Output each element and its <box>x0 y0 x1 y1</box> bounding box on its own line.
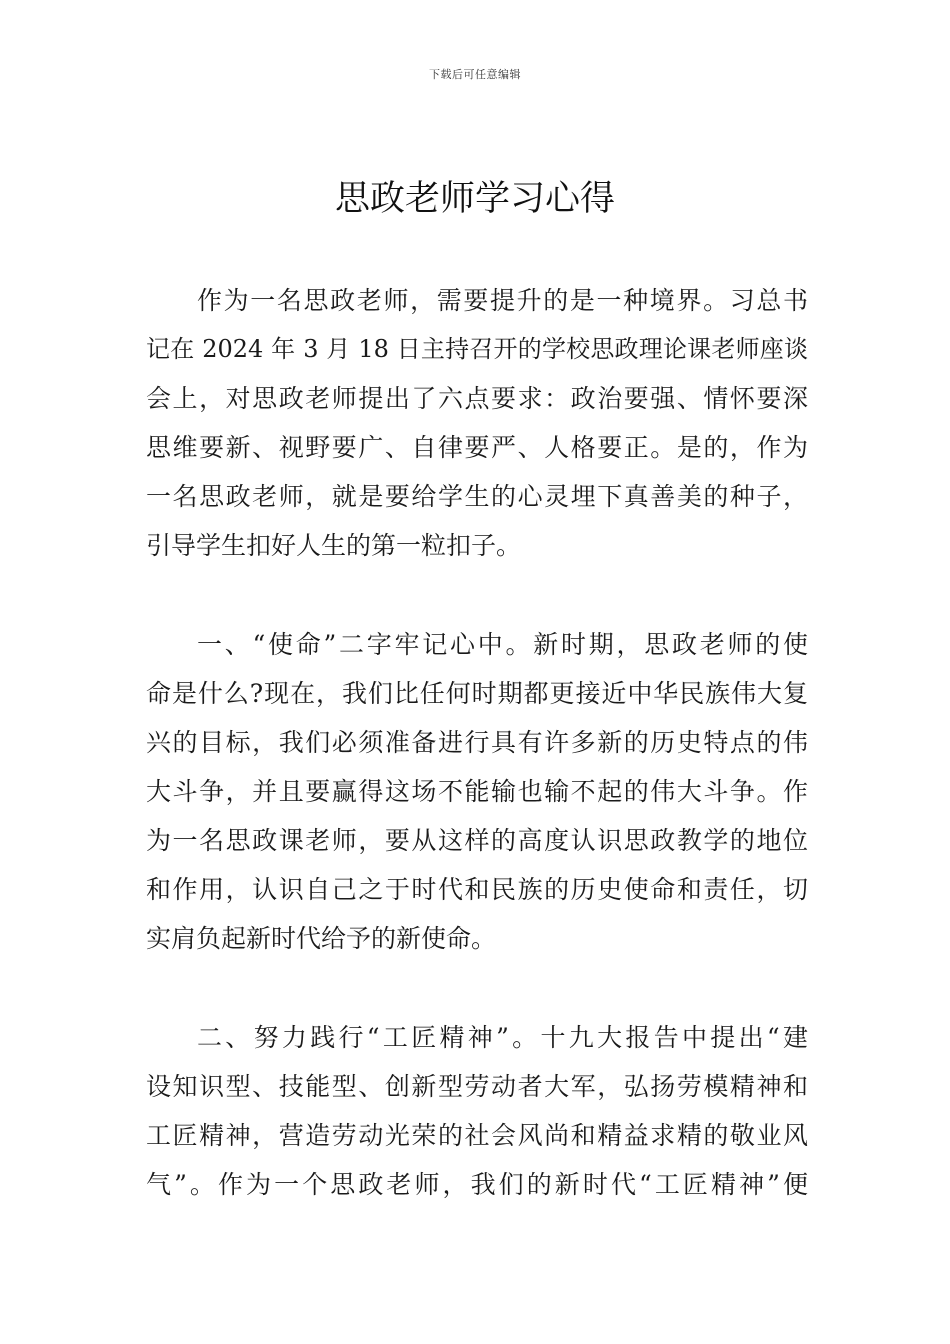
paragraph-line: 兴的目标，我们必须准备进行具有许多新的历史特点的伟 <box>146 728 808 757</box>
paragraph-line: 记在 2024 年 3 月 18 日主持召开的学校思政理论课老师座谈 <box>146 335 808 363</box>
paragraph-line: 引导学生扣好人生的第一粒扣子。 <box>146 531 522 560</box>
paragraph-mission <box>146 620 808 963</box>
paragraph-line: 一名思政老师，就是要给学生的心灵埋下真善美的种子， <box>146 482 808 511</box>
paragraph-line: 实肩负起新时代给予的新使命。 <box>146 924 497 953</box>
paragraph-line: 一、“使命”二字牢记心中。新时期，思政老师的使 <box>197 630 808 659</box>
paragraph-line: 气”。作为一个思政老师，我们的新时代“工匠精神”便 <box>146 1170 808 1199</box>
page-title: 思政老师学习心得 <box>334 179 615 219</box>
paragraph-line: 设知识型、技能型、创新型劳动者大军，弘扬劳模精神和 <box>146 1072 808 1101</box>
paragraph-line: 工匠精神，营造劳动光荣的社会风尚和精益求精的敬业风 <box>146 1121 808 1150</box>
paragraph-line: 大斗争，并且要赢得这场不能输也输不起的伟大斗争。作 <box>146 777 808 806</box>
paragraph-line: 命是什么?现在，我们比任何时期都更接近中华民族伟大复 <box>146 679 808 708</box>
paragraph-craftsmanship <box>146 1013 808 1209</box>
paragraph-line: 思维要新、视野要广、自律要严、人格要正。是的，作为 <box>146 433 808 462</box>
paragraph-line: 为一名思政课老师，要从这样的高度认识思政教学的地位 <box>146 826 808 855</box>
paragraph-line: 和作用，认识自己之于时代和民族的历史使命和责任，切 <box>146 875 808 904</box>
paragraph-intro <box>146 276 808 570</box>
paragraph-line: 作为一名思政老师，需要提升的是一种境界。习总书 <box>197 286 808 315</box>
paragraph-line: 二、努力践行“工匠精神”。十九大报告中提出“建 <box>197 1023 808 1052</box>
paragraph-line: 会上，对思政老师提出了六点要求：政治要强、情怀要深 <box>146 384 808 413</box>
header-note: 下载后可任意编辑 <box>429 68 521 81</box>
